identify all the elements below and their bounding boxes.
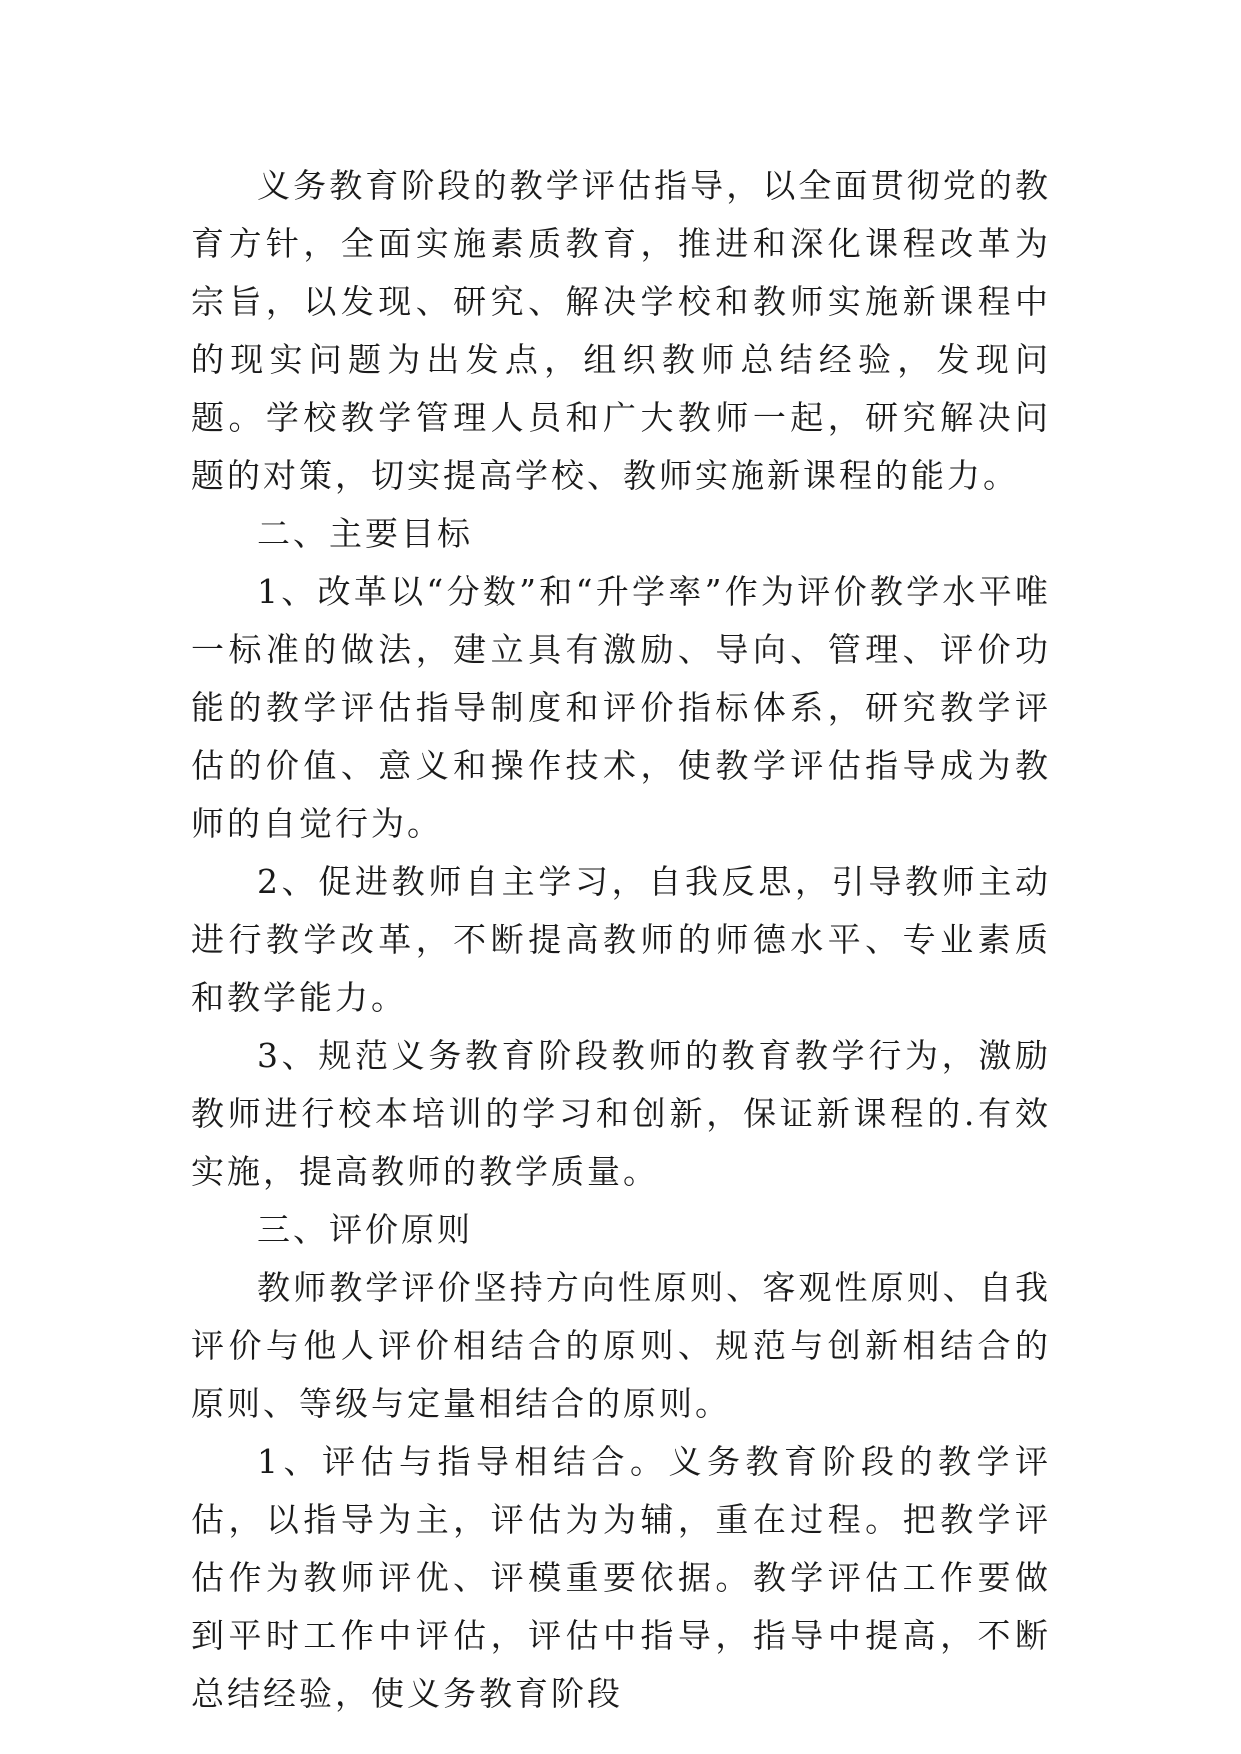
section-heading-principles: 三、评价原则: [257, 1210, 473, 1249]
document-body: [191, 157, 1051, 1723]
paragraph-principle-1: 1、评估与指导相结合。义务教育阶段的教学评估，以指导为主，评估为为辅，重在过程。把教学评估作为教师评优、评模重要依据。教学评估工作要做到平时工作中评估，评估中指导，指导中提高，不断总结经验，使义务教育阶段: [191, 1442, 1051, 1713]
paragraph-principles-intro: 教师教学评价坚持方向性原则、客观性原则、自我评价与他人评价相结合的原则、规范与创新相结合的原则、等级与定量相结合的原则。: [191, 1268, 1051, 1423]
paragraph-intro: 义务教育阶段的教学评估指导，以全面贯彻党的教育方针，全面实施素质教育，推进和深化课程改革为宗旨，以发现、研究、解决学校和教师实施新课程中的现实问题为出发点，组织教师总结经验，发现问题。学校教学管理人员和广大教师一起，研究解决问题的对策，切实提高学校、教师实施新课程的能力。: [191, 166, 1051, 495]
paragraph-goal-1: 1、改革以“分数”和“升学率”作为评价教学水平唯一标准的做法，建立具有激励、导向、管理、评价功能的教学评估指导制度和评价指标体系，研究教学评估的价值、意义和操作技术，使教学评估指导成为教师的自觉行为。: [191, 572, 1051, 843]
section-heading-main-goals: 二、主要目标: [257, 514, 473, 553]
paragraph-goal-2: 2、促进教师自主学习，自我反思，引导教师主动进行教学改革，不断提高教师的师德水平、专业素质和教学能力。: [191, 862, 1051, 1017]
paragraph-goal-3: 3、规范义务教育阶段教师的教育教学行为，激励教师进行校本培训的学习和创新，保证新课程的.有效实施，提高教师的教学质量。: [191, 1036, 1051, 1191]
